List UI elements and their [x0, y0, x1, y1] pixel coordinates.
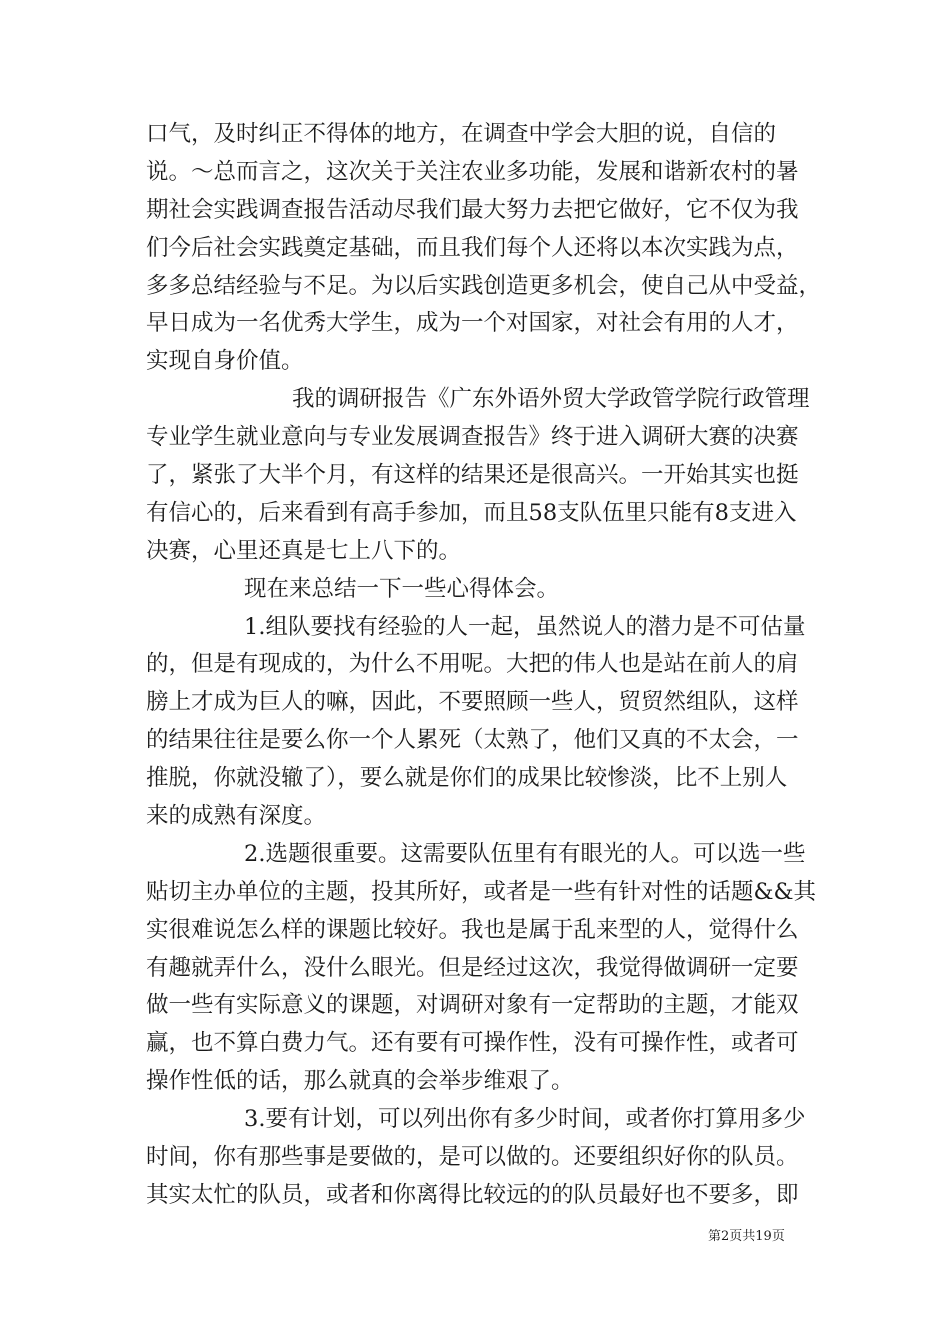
text-line: 时间，你有那些事是要做的，是可以做的。还要组织好你的队员。: [146, 1144, 799, 1171]
text-line: 决赛，心里还真是七上八下的。: [146, 537, 462, 564]
text-line: 赢，也不算白费力气。还有要有可操作性，没有可操作性，或者可: [146, 1030, 799, 1057]
text-line: 专业学生就业意向与专业发展调查报告》终于进入调研大赛的决赛: [146, 424, 799, 451]
text-line: 期社会实践调查报告活动尽我们最大努力去把它做好，它不仅为我: [146, 196, 799, 223]
text-line: 有趣就弄什么，没什么眼光。但是经过这次，我觉得做调研一定要: [146, 954, 799, 981]
text-line: 来的成熟有深度。: [146, 803, 327, 830]
text-line: 的，但是有现成的，为什么不用呢。大把的伟人也是站在前人的肩: [146, 651, 799, 678]
text-line: 的结果往往是要么你一个人累死（太熟了，他们又真的不太会，一: [146, 727, 799, 754]
text-line: 实现自身价值。: [146, 348, 304, 375]
text-line: 做一些有实际意义的课题，对调研对象有一定帮助的主题，才能双: [146, 992, 799, 1019]
page-footer: 第2页共19页: [708, 1229, 785, 1244]
text-line: 膀上才成为巨人的嘛，因此，不要照顾一些人，贸贸然组队，这样: [146, 689, 799, 716]
document-body: [146, 116, 822, 1215]
text-line: 1.组队要找有经验的人一起，虽然说人的潜力是不可估量: [244, 613, 806, 640]
text-line: 有信心的，后来看到有高手参加，而且58支队伍里只能有8支进入: [146, 499, 797, 526]
text-line: 操作性低的话，那么就真的会举步维艰了。: [146, 1068, 574, 1095]
text-line: 现在来总结一下一些心得体会。: [244, 575, 560, 602]
text-line: 实很难说怎么样的课题比较好。我也是属于乱来型的人，觉得什么: [146, 916, 799, 943]
text-line: 其实太忙的队员，或者和你离得比较远的的队员最好也不要多，即: [146, 1181, 799, 1208]
text-line: 多多总结经验与不足。为以后实践创造更多机会，使自己从中受益，: [146, 272, 822, 299]
text-line: 2.选题很重要。这需要队伍里有有眼光的人。可以选一些: [244, 840, 806, 867]
text-line: 贴切主办单位的主题，投其所好，或者是一些有针对性的话题&&其: [146, 878, 817, 905]
text-line: 早日成为一名优秀大学生，成为一个对国家，对社会有用的人才，: [146, 310, 799, 337]
text-line: 们今后社会实践奠定基础，而且我们每个人还将以本次实践为点，: [146, 234, 799, 261]
text-line: 我的调研报告《广东外语外贸大学政管学院行政管理: [292, 386, 810, 413]
text-line: 口气，及时纠正不得体的地方，在调查中学会大胆的说，自信的: [146, 121, 777, 147]
text-line: 说。～总而言之，这次关于关注农业多功能，发展和谐新农村的暑: [146, 158, 799, 185]
text-line: 了，紧张了大半个月，有这样的结果还是很高兴。一开始其实也挺: [146, 462, 799, 489]
text-line: 推脱，你就没辙了），要么就是你们的成果比较惨淡，比不上别人: [146, 765, 788, 792]
text-line: 3.要有计划，可以列出你有多少时间，或者你打算用多少: [244, 1106, 806, 1133]
